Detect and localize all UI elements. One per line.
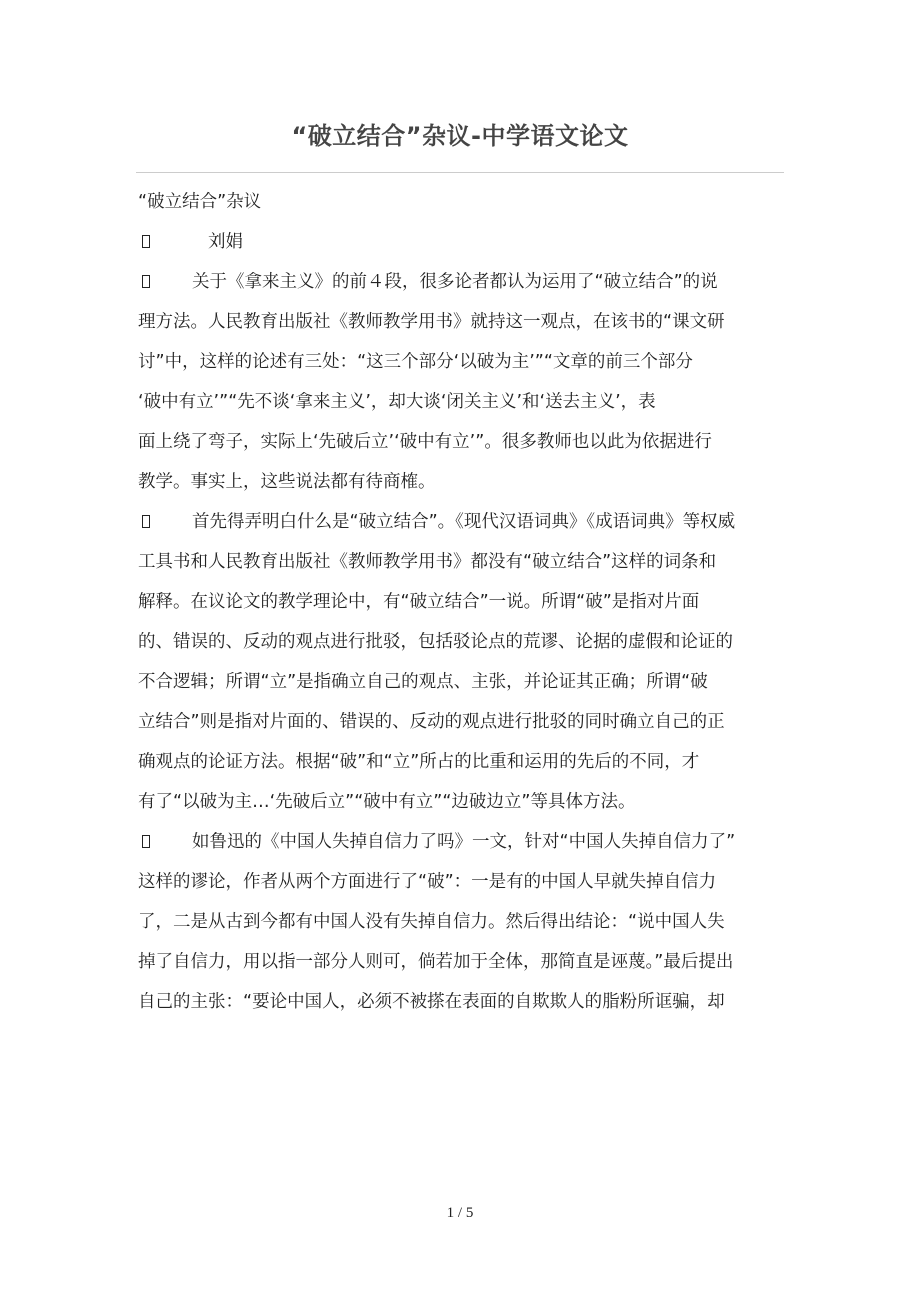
paragraph-3 xyxy=(138,822,784,1022)
line-text: 讨”中，这样的论述有三处：“这三个部分‘以破为主’”“文章的前三个部分 xyxy=(138,352,693,372)
line-text: 立结合”则是指对片面的、错误的、反动的观点进行批驳的同时确立自己的正 xyxy=(138,712,725,732)
line-text: 了，二是从古到今都有中国人没有失掉自信力。然后得出结论：“说中国人失 xyxy=(138,912,725,932)
line-text: 面上绕了弯子，实际上‘先破后立’‘破中有立’”。很多教师也以此为依据进行 xyxy=(138,432,712,452)
author-name: 刘娟 xyxy=(208,232,243,252)
paragraph-line xyxy=(138,782,784,822)
line-text: 不合逻辑；所谓“立”是指确立自己的观点、主张，并论证其正确；所谓“破 xyxy=(138,672,708,692)
line-text: 理方法。人民教育出版社《教师教学用书》就持这一观点，在该书的“课文研 xyxy=(138,312,725,332)
paragraph-line xyxy=(138,582,784,622)
line-text: 解释。在议论文的教学理论中，有“破立结合”一说。所谓“破”是指对片面 xyxy=(138,592,700,612)
paragraph-line xyxy=(138,742,784,782)
line-text: 的、错误的、反动的观点进行批驳，包括驳论点的荒谬、论据的虚假和论证的 xyxy=(138,632,733,652)
paragraph-line xyxy=(138,622,784,662)
line-text: 工具书和人民教育出版社《教师教学用书》都没有“破立结合”这样的词条和 xyxy=(138,552,717,572)
line-text: ‘破中有立’”“先不谈‘拿来主义’，却大谈‘闭关主义’和‘送去主义’，表 xyxy=(138,392,656,412)
line-text: 这样的谬论，作者从两个方面进行了“破”：一是有的中国人早就失掉自信力 xyxy=(138,872,717,892)
paragraph-2 xyxy=(138,502,784,822)
paragraph-line xyxy=(138,902,784,942)
line-text: 关于《拿来主义》的前４段，很多论者都认为运用了“破立结合”的说 xyxy=(192,272,718,292)
line-text: 确观点的论证方法。根据“破”和“立”所占的比重和运用的先后的不同，才 xyxy=(138,752,700,772)
line-text: 如鲁迅的《中国人失掉自信力了吗》一文，针对“中国人失掉自信力了” xyxy=(192,832,736,852)
missing-glyph-icon xyxy=(142,835,150,848)
paragraph-line xyxy=(138,862,784,902)
document-title: “破立结合”杂议-中学语文论文 xyxy=(291,122,629,150)
line-text: 首先得弄明白什么是“破立结合”。《现代汉语词典》《成语词典》等权威 xyxy=(192,512,736,532)
line-text: 教学。事实上，这些说法都有待商榷。 xyxy=(138,472,436,492)
author-line xyxy=(138,222,784,262)
paragraph-line xyxy=(138,662,784,702)
line-text: 自己的主张：“要论中国人，必须不被搽在表面的自欺欺人的脂粉所诓骗，却 xyxy=(138,992,725,1012)
paragraph-line xyxy=(138,702,784,742)
paragraph-1 xyxy=(138,262,784,502)
line-text: 掉了自信力，用以指一部分人则可，倘若加于全体，那简直是诬蔑。”最后提出 xyxy=(138,952,734,972)
paragraph-line xyxy=(138,982,784,1022)
subtitle xyxy=(138,182,784,222)
paragraph-line xyxy=(138,462,784,502)
missing-glyph-icon xyxy=(142,275,150,288)
missing-glyph-icon xyxy=(142,235,150,248)
title-divider xyxy=(136,172,784,173)
paragraph-line xyxy=(138,342,784,382)
paragraph-line xyxy=(138,822,784,862)
document-body xyxy=(138,182,784,1022)
paragraph-line xyxy=(138,302,784,342)
paragraph-line xyxy=(138,502,784,542)
subtitle-text: “破立结合”杂议 xyxy=(138,192,262,212)
paragraph-line xyxy=(138,942,784,982)
paragraph-line xyxy=(138,262,784,302)
paragraph-line xyxy=(138,382,784,422)
paragraph-line xyxy=(138,422,784,462)
paragraph-line xyxy=(138,542,784,582)
page-indicator: 1 / 5 xyxy=(446,1205,474,1221)
line-text: 有了“以破为主…‘先破后立”“破中有立”“边破边立”等具体方法。 xyxy=(138,792,636,812)
missing-glyph-icon xyxy=(142,515,150,528)
